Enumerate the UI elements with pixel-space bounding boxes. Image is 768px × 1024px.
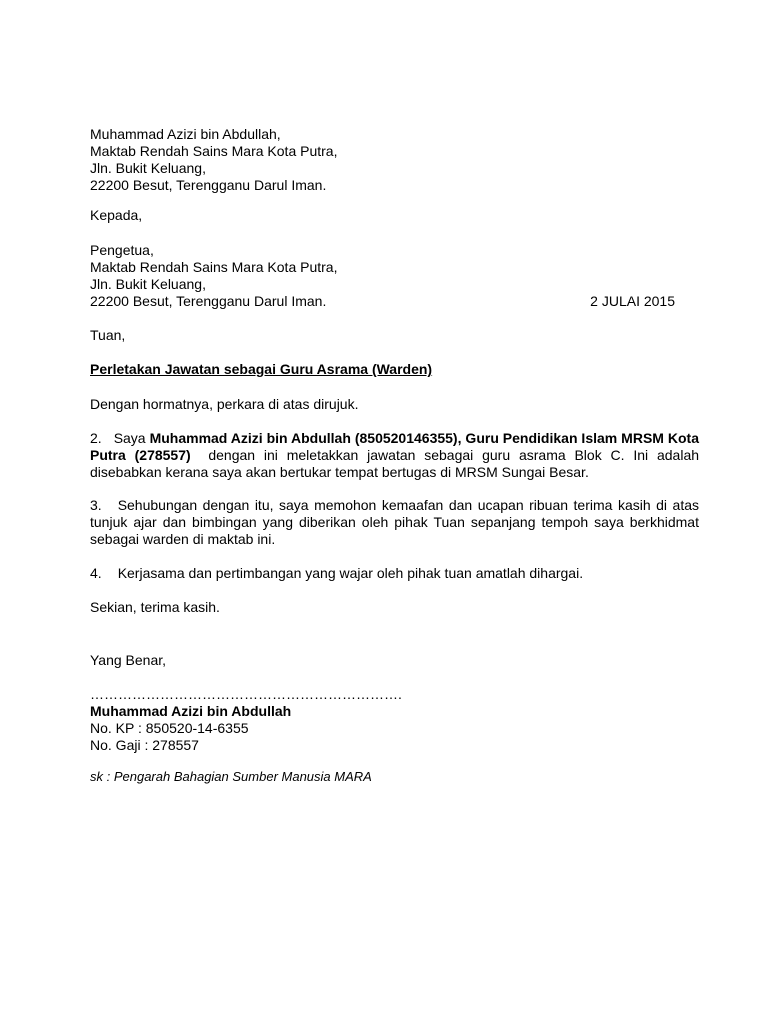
cc-line [90,768,699,785]
sender-line-4: 22200 Besut, Terengganu Darul Iman. [90,177,327,193]
letter-date: 2 JULAI 2015 [590,293,675,309]
para2-number: 2. [90,430,102,446]
cc-text: sk : Pengarah Bahagian Sumber Manusia MARA [90,769,372,784]
para3-text: Sehubungan dengan itu, saya memohon kemaafan dan ucapan ribuan terima kasih di atas tunjuk ajar dan bimbingan yang diberikan oleh pihak Tuan sepanjang tempoh saya berkhidmat sebagai warden di maktab ini. [90,497,699,547]
paragraph-3 [90,497,699,548]
closing-line [90,599,699,616]
salutation-text: Tuan, [90,327,126,343]
sender-address [90,126,699,194]
recipient-address [90,242,699,310]
paragraph-4 [90,565,699,582]
signature-line: …………………………………………………………. [90,686,402,702]
sender-name: Muhammad Azizi bin Abdullah, [90,126,281,142]
recipient-line-4-text: 22200 Besut, Terengganu Darul Iman. [90,293,327,309]
recipient-line-1: Pengetua, [90,242,154,258]
signoff-text: Yang Benar, [90,652,167,668]
para4-text: Kerjasama dan pertimbangan yang wajar oleh pihak tuan amatlah dihargai. [117,565,584,581]
signer-gaji: No. Gaji : 278557 [90,737,199,753]
opening-text: Dengan hormatnya, perkara di atas dirujuk. [90,396,359,412]
salutation [90,327,699,344]
para2-bold: Muhammad Azizi bin Abdullah (850520146355), Guru Pendidikan Islam MRSM Kota Putra (278557) [90,430,700,463]
paragraph-2 [90,430,699,481]
para4-number: 4. [90,565,102,581]
subject-text: Perletakan Jawatan sebagai Guru Asrama (Warden) [90,361,433,377]
recipient-line-4 [90,293,699,310]
recipient-line-3: Jln. Bukit Keluang, [90,276,206,292]
sender-line-3: Jln. Bukit Keluang, [90,160,206,176]
signer-kp: No. KP : 850520-14-6355 [90,720,249,736]
signature-block [90,686,699,754]
sender-line-2: Maktab Rendah Sains Mara Kota Putra, [90,143,338,159]
recipient-line-2: Maktab Rendah Sains Mara Kota Putra, [90,259,338,275]
para2-rest: dengan ini meletakkan jawatan sebagai guru asrama Blok C. Ini adalah disebabkan kerana saya akan bertukar tempat bertugas di MRSM Sungai Besar. [90,447,700,480]
kepada-text: Kepada, [90,207,143,223]
para3-number: 3. [90,497,102,513]
closing-text: Sekian, terima kasih. [90,599,220,615]
signer-name: Muhammad Azizi bin Abdullah [90,703,292,719]
subject-line [90,361,699,378]
kepada-label [90,207,699,224]
opening-line [90,396,699,413]
signoff [90,652,699,669]
para2-pre: Saya [113,430,146,446]
